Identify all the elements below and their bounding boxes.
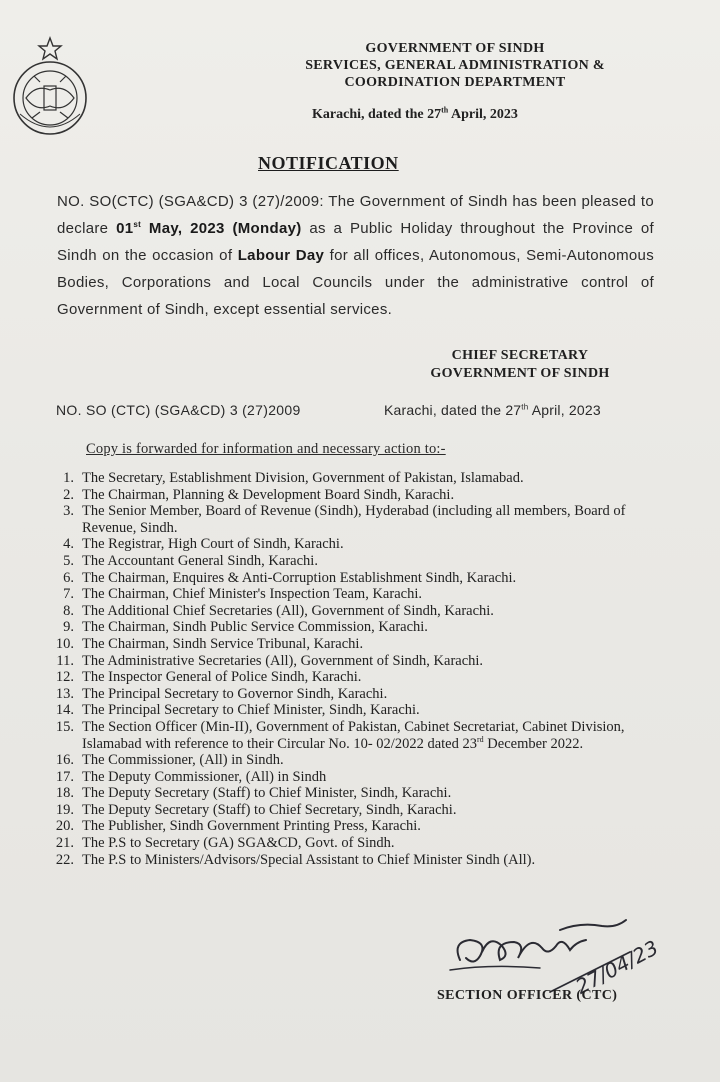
- list-item: [40, 802, 680, 819]
- list-item: [40, 603, 680, 620]
- reference-number: NO. SO (CTC) (SGA&CD) 3 (27)2009: [56, 402, 301, 418]
- list-item: [40, 653, 680, 670]
- list-item: [40, 553, 680, 570]
- list-item: [40, 536, 680, 553]
- list-item: [40, 835, 680, 852]
- list-item: [40, 785, 680, 802]
- list-item-text: The P.S to Ministers/Advisors/Special Assistant to Chief Minister Sindh (All).: [82, 851, 536, 868]
- list-item-text: The Commissioner, (All) in Sindh.: [82, 752, 284, 769]
- list-item-text: The Senior Member, Board of Revenue (Sindh), Hyderabad (including all members, Board of Revenue, Sindh.: [82, 503, 626, 536]
- section-officer-signatory: SECTION OFFICER (CTC): [437, 988, 618, 1003]
- list-item-text: The Section Officer (Min-II), Government of Pakistan, Cabinet Secretariat, Cabinet Division, Islamabad with reference to their Circular No. 10- 02/2022 dated 23rd December 2022.: [82, 718, 625, 752]
- list-item-text: The Additional Chief Secretaries (All), Government of Sindh, Karachi.: [82, 602, 494, 619]
- list-item-text: The Publisher, Sindh Government Printing Press, Karachi.: [82, 818, 421, 835]
- list-item: [40, 470, 680, 487]
- list-item-text: The Chairman, Sindh Service Tribunal, Karachi.: [82, 635, 364, 652]
- header-line-2: SERVICES, GENERAL ADMINISTRATION &: [305, 58, 605, 73]
- department-header: [270, 40, 640, 91]
- list-item: [40, 818, 680, 835]
- list-item-number: 19.: [55, 801, 74, 818]
- list-item-text: The Principal Secretary to Chief Minister, Sindh, Karachi.: [82, 702, 420, 719]
- list-item: [40, 570, 680, 587]
- reference-date: Karachi, dated the 27th April, 2023: [384, 402, 601, 418]
- recipient-list: [40, 470, 680, 868]
- list-item-number: 21.: [55, 835, 74, 852]
- list-item-number: 14.: [55, 702, 74, 719]
- copy-forwarded-line: Copy is forwarded for information and necessary action to:-: [86, 441, 446, 457]
- list-item-text: The Chairman, Enquires & Anti-Corruption Establishment Sindh, Karachi.: [82, 569, 517, 586]
- list-item-number: 15.: [55, 718, 74, 735]
- list-item-text: The Principal Secretary to Governor Sindh, Karachi.: [82, 685, 388, 702]
- list-item-number: 1.: [63, 470, 74, 486]
- list-item: [40, 636, 680, 653]
- list-item-number: 18.: [55, 785, 74, 802]
- list-item-number: 8.: [63, 602, 74, 619]
- list-item: [40, 686, 680, 703]
- list-item: [40, 586, 680, 603]
- list-item: [40, 752, 680, 769]
- list-item-number: 13.: [55, 685, 74, 702]
- svg-text:27/04/23: 27/04/23: [571, 935, 663, 999]
- star-icon: [39, 38, 61, 59]
- list-item: [40, 619, 680, 636]
- list-item: [40, 719, 680, 752]
- list-item: [40, 669, 680, 686]
- list-item: [40, 852, 680, 869]
- list-item-text: The Secretary, Establishment Division, Government of Pakistan, Islamabad.: [82, 470, 524, 486]
- list-item-number: 11.: [56, 652, 74, 669]
- list-item-text: The Registrar, High Court of Sindh, Karachi.: [82, 536, 344, 553]
- list-item-number: 7.: [63, 586, 74, 603]
- list-item-number: 4.: [63, 536, 74, 553]
- list-item-text: The Chairman, Chief Minister's Inspection Team, Karachi.: [82, 586, 422, 603]
- list-item-text: The Administrative Secretaries (All), Government of Sindh, Karachi.: [82, 652, 484, 669]
- notification-body: NO. SO(CTC) (SGA&CD) 3 (27)/2009: The Government of Sindh has been pleased to declare 01st May, 2023 (Monday) as a Public Holiday throughout the Province of Sindh on the occasion of Labour Day for all offices, Autonomous, Semi-Autonomous Bodies, Corporations and Local Councils under the administrative control of Government of Sindh, except essential services.: [57, 193, 655, 318]
- list-item-text: The Chairman, Sindh Public Service Commission, Karachi.: [82, 619, 428, 636]
- list-item-text: The P.S to Secretary (GA) SGA&CD, Govt. of Sindh.: [82, 835, 395, 852]
- list-item-number: 16.: [55, 752, 74, 769]
- list-item: [40, 503, 680, 536]
- holiday-date: 01st May, 2023 (Monday): [116, 220, 302, 237]
- list-item-number: 2.: [63, 486, 74, 503]
- list-item: [40, 769, 680, 786]
- list-item-number: 9.: [63, 619, 74, 636]
- list-item-number: 6.: [63, 569, 74, 586]
- list-item-number: 12.: [55, 669, 74, 686]
- list-item-text: The Chairman, Planning & Development Board Sindh, Karachi.: [82, 486, 455, 503]
- handwritten-signature: [430, 912, 680, 1022]
- list-item-number: 10.: [55, 635, 74, 652]
- government-seal-logo: [6, 36, 94, 136]
- list-item-text: The Deputy Secretary (Staff) to Chief Secretary, Sindh, Karachi.: [82, 801, 457, 818]
- list-item-number: 3.: [63, 503, 74, 520]
- list-item-text: The Accountant General Sindh, Karachi.: [82, 552, 318, 569]
- list-item: [40, 702, 680, 719]
- list-item-number: 22.: [55, 851, 74, 868]
- list-item-text: The Deputy Secretary (Staff) to Chief Minister, Sindh, Karachi.: [82, 785, 452, 802]
- page-title: NOTIFICATION: [258, 153, 399, 173]
- list-item-number: 5.: [63, 552, 74, 569]
- list-item-text: The Inspector General of Police Sindh, Karachi.: [82, 669, 362, 686]
- header-line-3: COORDINATION DEPARTMENT: [344, 75, 566, 90]
- notification-date: Karachi, dated the 27th April, 2023: [312, 105, 518, 122]
- header-line-1: GOVERNMENT OF SINDH: [365, 41, 545, 56]
- list-item: [40, 487, 680, 504]
- list-item-number: 17.: [55, 768, 74, 785]
- list-item-number: 20.: [55, 818, 74, 835]
- list-item-text: The Deputy Commissioner, (All) in Sindh: [82, 768, 327, 785]
- chief-secretary-signatory: CHIEF SECRETARY GOVERNMENT OF SINDH: [430, 348, 610, 381]
- holiday-occasion: Labour Day: [237, 247, 325, 264]
